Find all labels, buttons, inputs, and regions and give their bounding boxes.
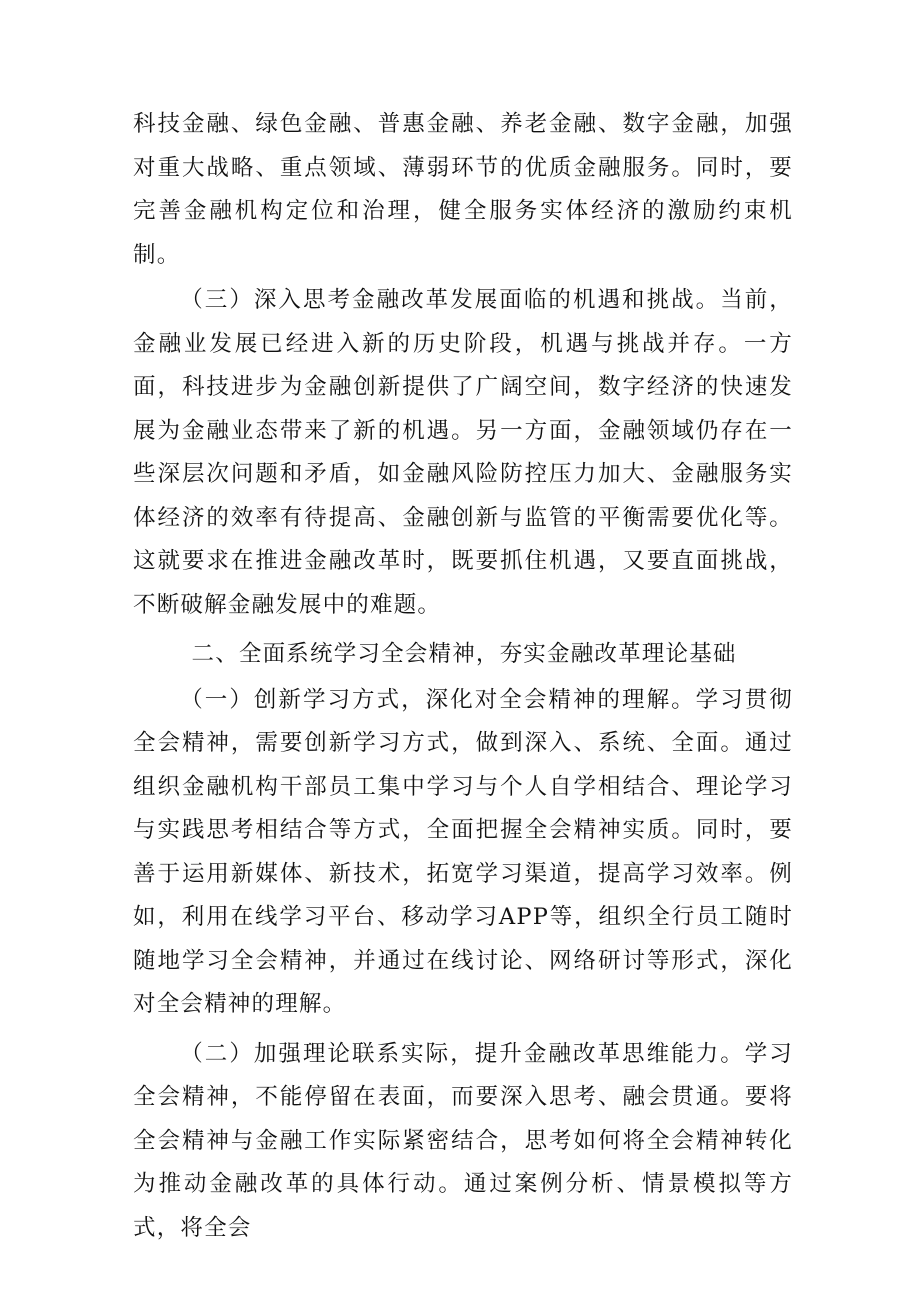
paragraph-theory-with-practice: （二）加强理论联系实际，提升金融改革思维能力。学习全会精神，不能停留在表面，而要深入思考、融会贯通。要将全会精神与金融工作实际紧密结合，思考如何将全会精神转化为推动金融改革的具体行动。通过案例分析、情景模拟等方式，将全会 [133,1040,793,1241]
paragraph-opportunities-and-challenges: （三）深入思考金融改革发展面临的机遇和挑战。当前，金融业发展已经进入新的历史阶段，机遇与挑战并存。一方面，科技进步为金融创新提供了广阔空间，数字经济的快速发展为金融业态带来了新的机遇。另一方面，金融领域仍存在一些深层次问题和矛盾，如金融风险防控压力加大、金融服务实体经济的效率有待提高、金融创新与监管的平衡需要优化等。这就要求在推进金融改革时，既要抓住机遇，又要直面挑战，不断破解金融发展中的难题。 [133,287,793,618]
section-heading-two: 二、全面系统学习全会精神，夯实金融改革理论基础 [191,641,737,667]
document-body [133,103,793,1250]
paragraph-continuation-financial-services: 科技金融、绿色金融、普惠金融、养老金融、数字金融，加强对重大战略、重点领域、薄弱环节的优质金融服务。同时，要完善金融机构定位和治理，健全服务实体经济的激励约束机制。 [133,111,793,268]
paragraph-innovate-learning-methods: （一）创新学习方式，深化对全会精神的理解。学习贯彻全会精神，需要创新学习方式，做到深入、系统、全面。通过组织金融机构干部员工集中学习与个人自学相结合、理论学习与实践思考相结合等方式，全面把握全会精神实质。同时，要善于运用新媒体、新技术，拓宽学习渠道，提高学习效率。例如，利用在线学习平台、移动学习APP等，组织全行员工随时随地学习全会精神，并通过在线讨论、网络研讨等形式，深化对全会精神的理解。 [133,686,793,1017]
